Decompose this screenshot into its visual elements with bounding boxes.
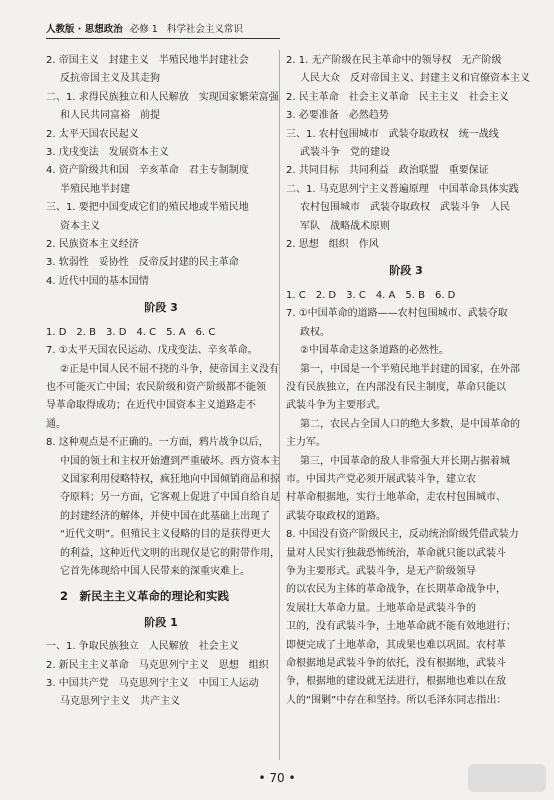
left-line: 3. 软弱性 妥协性 反帝反封建的民主革命	[46, 257, 239, 269]
left-line: 2. 新民主主义革命 马克思列宁主义 思想 组织	[46, 659, 269, 671]
right-line: 农村包围城市 武装夺取政权 武装斗争 人民	[300, 202, 510, 214]
left-line: 3. 中国共产党 马克思列宁主义 中国工人运动	[46, 678, 259, 689]
header-series: 人教版 · 思想政治	[46, 24, 123, 35]
left-line: 中国的领土和主权开始遭到严重破坏。西方资本主	[60, 455, 280, 467]
left-line: 7. ①太平天国农民运动、戊戌变法、辛亥革命。	[46, 345, 258, 357]
left-line: 1. D 2. B 3. D 4. C 5. A 6. C	[46, 326, 216, 338]
right-line: 军队 战略战术原则	[300, 220, 390, 232]
right-line: 第一，中国是一个半殖民地半封建的国家，在外部	[300, 363, 520, 375]
left-line: 4. 资产阶级共和国 辛亥革命 君主专制制度	[46, 165, 249, 177]
right-line: 没有民族独立，在内部没有民主制度，革命只能以	[286, 381, 506, 393]
right-line: 争，根据地的建设就无法进行，根据地也难以在敌	[286, 676, 506, 688]
left-line: 3. 戊戌变法 发展资本主义	[46, 147, 169, 159]
right-line: 1. C 2. D 3. C 4. A 5. B 6. D	[286, 289, 456, 301]
section-heading: 阶段 3	[389, 264, 423, 278]
section-heading: 阶段 1	[144, 615, 178, 629]
right-line: 第二，农民占全国人口的绝大多数，是中国革命的	[300, 418, 520, 430]
right-line: 2. 1. 无产阶级在民主革命中的领导权 无产阶级	[286, 55, 502, 66]
right-line: 争为主要形式。武装斗争，是无产阶级领导	[286, 565, 476, 577]
left-line: 4. 近代中国的基本国情	[46, 275, 149, 287]
right-line: 7. ①中国革命的道路——农村包围城市、武装夺取	[286, 308, 508, 320]
left-line: 通。	[46, 418, 66, 430]
left-line: ②正是中国人民不屈不挠的斗争，使帝国主义没有	[60, 363, 279, 375]
left-line: 也不可能灭亡中国；农民阶级和资产阶级都不能领	[46, 381, 266, 393]
right-line: 8. 中国没有资产阶级民主，反动统治阶级凭借武装力	[286, 529, 519, 541]
left-line: 2. 帝国主义 封建主义 半殖民地半封建社会	[46, 55, 249, 66]
right-line: 主力军。	[286, 437, 326, 449]
left-line: 半殖民地半封建	[60, 183, 130, 195]
left-line: “近代文明”。但殖民主义侵略的目的是获得更大	[60, 529, 271, 541]
right-line: 二、1. 马克思列宁主义普遍原理 中国革命具体实践	[286, 183, 519, 195]
right-line: 命根据地是武装斗争的依托，没有根据地，武装斗	[286, 658, 506, 669]
chapter-heading: 2 新民主主义革命的理论和实践	[60, 589, 229, 604]
right-line: 即便完成了土地革命，其成果也难以巩固。农村革	[286, 639, 506, 651]
section-heading: 阶段 3	[144, 301, 178, 315]
running-header	[46, 21, 296, 37]
watermark-logo	[468, 764, 546, 792]
right-line: 政权。	[300, 326, 330, 338]
header-book: 必修 1	[129, 24, 158, 35]
right-line: ②中国革命走这条道路的必然性。	[300, 345, 449, 357]
left-line: 一、1. 争取民族独立 人民解放 社会主义	[46, 641, 239, 653]
left-line: 三、1. 要把中国变成它们的殖民地或半殖民地	[46, 202, 249, 214]
right-line: 2. 民主革命 社会主义革命 民主主义 社会主义	[286, 91, 509, 103]
right-line: 武装斗争为主要形式。	[286, 400, 386, 412]
left-line: 的利益，这种近代文明的出现仅是它的附带作用，	[60, 547, 280, 559]
right-line: 2. 共同目标 共同利益 政治联盟 重要保证	[286, 165, 489, 177]
right-line: 武装夺取政权的道路。	[286, 510, 386, 522]
right-line: 卫的，没有武装斗争，土地革命就不能有效地进行；	[286, 621, 516, 633]
column-divider	[279, 50, 280, 760]
left-line: 它首先体现给中国人民带来的深重灾难上。	[60, 565, 250, 577]
left-line: 反抗帝国主义及其走狗	[60, 73, 160, 85]
header-subject: 科学社会主义常识	[166, 24, 243, 35]
left-line: 的封建经济的解体，并使中国在此基础上出现了	[60, 510, 270, 522]
right-line: 2. 思想 组织 作风	[286, 239, 379, 251]
left-line: 夺原料；另一方面，它客观上促进了中国自给自足	[60, 492, 280, 504]
right-line: 武装斗争 党的建设	[300, 147, 390, 159]
left-line: 2. 太平天国农民起义	[46, 128, 139, 140]
right-line: 人民大众 反对帝国主义、封建主义和官僚资本主义	[300, 73, 530, 85]
right-line: 的以农民为主体的革命战争，在长期革命战争中，	[286, 584, 506, 596]
right-column	[286, 52, 530, 710]
right-line: 量对人民实行独裁恐怖统治，革命就只能以武装斗	[286, 547, 506, 559]
left-line: 8. 这种观点是不正确的。一方面，鸦片战争以后，	[46, 437, 269, 449]
left-line: 马克思列宁主义 共产主义	[60, 696, 180, 708]
left-column	[46, 52, 280, 712]
right-line: 发展壮大革命力量。土地革命是武装斗争的	[286, 602, 476, 614]
left-line: 导革命取得成功；在近代中国资本主义道路走不	[46, 400, 256, 412]
right-line: 3. 必要准备 必然趋势	[286, 110, 389, 122]
left-line: 和人民共同富裕 前提	[60, 110, 160, 122]
right-line: 三、1. 农村包围城市 武装夺取政权 统一战线	[286, 128, 499, 140]
left-line: 义国家利用侵略特权，疯狂地向中国倾销商品和掠	[60, 473, 280, 485]
right-line: 第三，中国革命的敌人非常强大并长期占据着城	[300, 455, 510, 467]
right-line: 村革命根据地，实行土地革命，走农村包围城市、	[286, 492, 506, 504]
left-line: 资本主义	[60, 220, 100, 232]
right-line: 人的“围剿”中存在和坚持。所以毛泽东同志指出：	[286, 694, 507, 706]
header-rule	[46, 38, 280, 39]
left-line: 二、1. 求得民族独立和人民解放 实现国家繁荣富强	[46, 91, 279, 103]
left-line: 2. 民族资本主义经济	[46, 239, 139, 251]
right-line: 市。中国共产党必须开展武装斗争，建立农	[286, 473, 476, 485]
page-number: • 70 •	[258, 771, 296, 785]
